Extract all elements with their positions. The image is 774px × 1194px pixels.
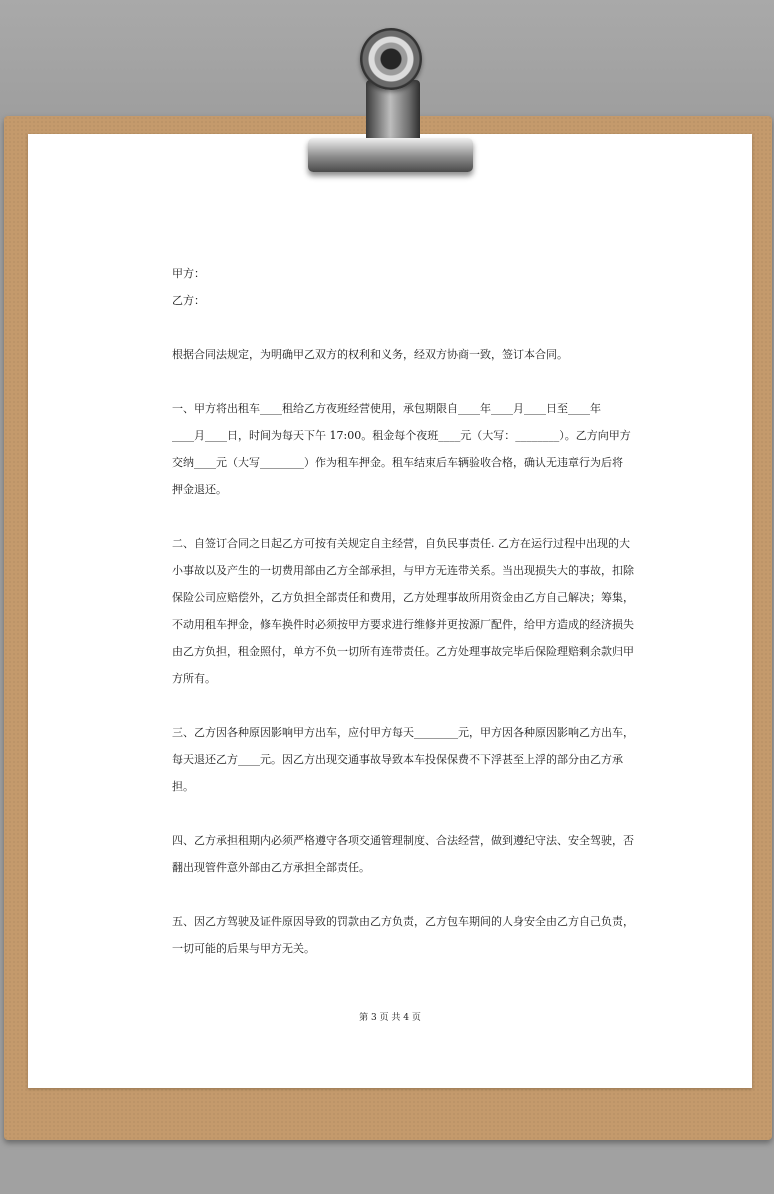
clause-line: 每天退还乙方____元。因乙方出现交通事故导致本车投保保费不下浮甚至上浮的部分由乙方承 bbox=[172, 753, 623, 766]
clause-line: 方所有。 bbox=[172, 672, 216, 685]
clause-line: 一、甲方将出租车____租给乙方夜班经营使用，承包期限自____年____月____日至____年 bbox=[172, 402, 601, 415]
clause-line: 四、乙方承担租期内必须严格遵守各项交通管理制度、合法经营，做到遵纪守法、安全驾驶，否 bbox=[172, 834, 634, 847]
clause-line: 担。 bbox=[172, 780, 194, 793]
party-a-label: 甲方： bbox=[172, 267, 205, 280]
page-number: 第 3 页 共 4 页 bbox=[359, 1013, 421, 1023]
clause-line: 保险公司应赔偿外，乙方负担全部责任和费用，乙方处理事故所用资金由乙方自己解决；筹集， bbox=[172, 591, 634, 604]
binder-clip-ring-icon bbox=[360, 28, 422, 90]
party-b-label: 乙方： bbox=[172, 294, 205, 307]
clause-line: 二、自签订合同之日起乙方可按有关规定自主经营，自负民事责任. 乙方在运行过程中出现的大 bbox=[172, 537, 630, 550]
clause-1 bbox=[172, 395, 631, 503]
clause-line: 由乙方负担，租金照付，单方不负一切所有连带责任。乙方处理事故完毕后保险理赔剩余款归甲 bbox=[172, 645, 634, 658]
clause-line: 三、乙方因各种原因影响甲方出车，应付甲方每天________元，甲方因各种原因影响乙方出车， bbox=[172, 726, 634, 739]
clause-line: 不动用租车押金，修车换件时必须按甲方要求进行维修并更按源厂配件，给甲方造成的经济损失 bbox=[172, 618, 634, 631]
clause-3 bbox=[172, 719, 634, 800]
clause-4 bbox=[172, 827, 634, 881]
binder-clip bbox=[308, 138, 473, 172]
clause-line: 小事故以及产生的一切费用部由乙方全部承担，与甲方无连带关系。当出现损失大的事故，扣除 bbox=[172, 564, 634, 577]
clause-line: 交纳____元（大写________）作为租车押金。租车结束后车辆验收合格，确认无违章行为后将 bbox=[172, 456, 623, 469]
contract-intro: 根据合同法规定，为明确甲乙双方的权利和义务，经双方协商一致，签订本合同。 bbox=[172, 348, 568, 361]
clause-line: 押金退还。 bbox=[172, 483, 227, 496]
clause-line: ____月____日，时间为每天下午 17:00。租金每个夜班____元（大写：________）。乙方向甲方 bbox=[172, 429, 631, 442]
contract-body bbox=[172, 260, 634, 962]
clause-line: 一切可能的后果与甲方无关。 bbox=[172, 942, 315, 955]
clause-line: 五、因乙方驾驶及证件原因导致的罚款由乙方负责，乙方包车期间的人身安全由乙方自己负责， bbox=[172, 915, 634, 928]
clause-line: 翻出现管件意外部由乙方承担全部责任。 bbox=[172, 861, 370, 874]
clause-5 bbox=[172, 908, 634, 962]
clause-2 bbox=[172, 530, 634, 692]
